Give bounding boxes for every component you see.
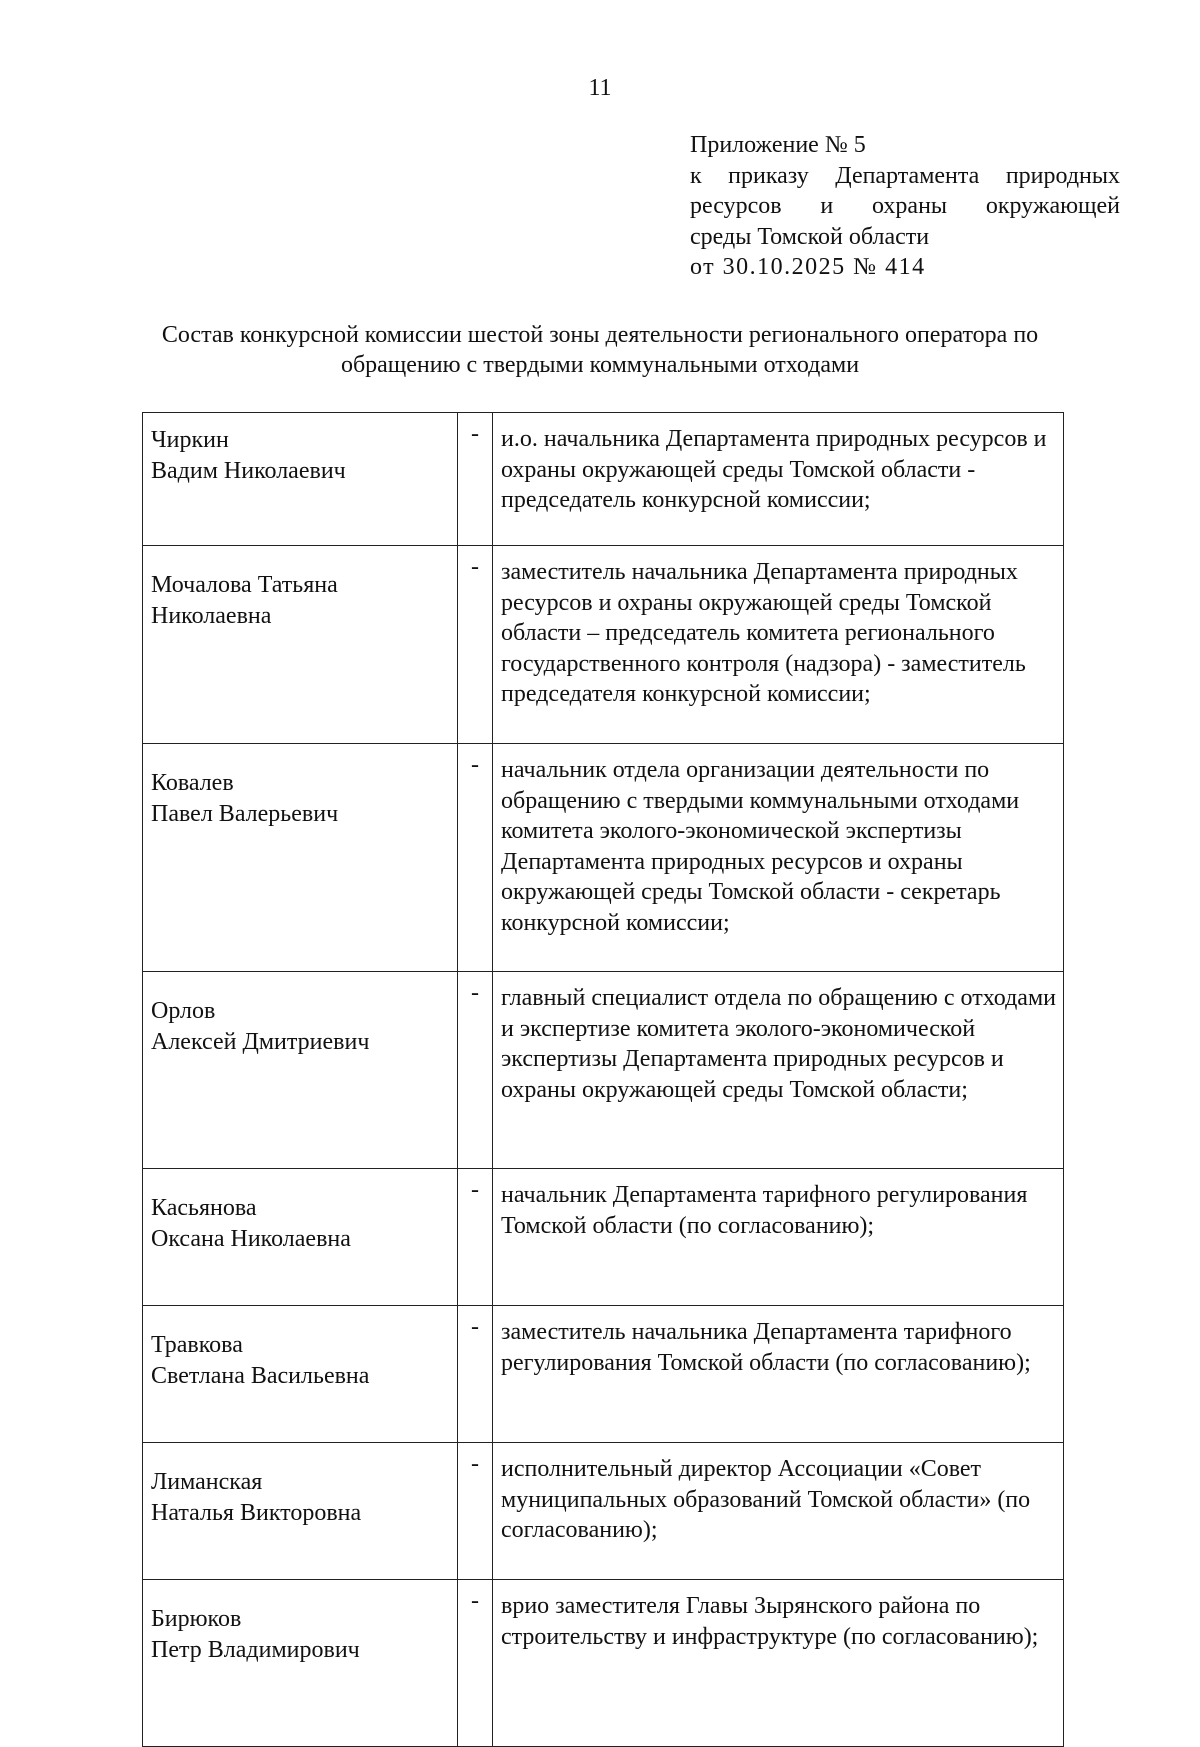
table-row	[143, 1443, 1064, 1580]
member-name-cell	[143, 546, 458, 744]
member-surname: Орлов	[151, 998, 216, 1024]
table-row	[143, 413, 1064, 546]
member-name-cell	[143, 1169, 458, 1306]
member-name-cell	[143, 744, 458, 972]
member-role: врио заместителя Главы Зырянского района по строительству и инфраструктуре (по согласованию);	[493, 1580, 1064, 1747]
document-title	[120, 320, 1080, 380]
appendix-region-line: среды Томской области	[690, 223, 930, 250]
member-name-cell	[143, 413, 458, 546]
member-role: заместитель начальника Департамента природных ресурсов и охраны окружающей среды Томской области – председатель комитета регионального государственного контроля (надзора) - заместитель председателя конкурсной комиссии;	[493, 546, 1064, 744]
document-title-line-2: обращению с твердыми коммунальными отходами	[340, 352, 860, 378]
member-given-names: Николаевна	[151, 602, 272, 629]
member-surname: Травкова	[151, 1332, 243, 1358]
member-name-cell	[143, 1580, 458, 1747]
member-dash: -	[458, 1580, 493, 1747]
member-role: начальник отдела организации деятельности по обращению с твердыми коммунальными отходами комитета эколого-экономической экспертизы Департамента природных ресурсов и охраны окружающей среды Томской области - секретарь конкурсной комиссии;	[493, 744, 1064, 972]
member-given-names: Алексей Дмитриевич	[151, 1028, 370, 1055]
commission-members-table	[142, 412, 1064, 1747]
member-given-names: Петр Владимирович	[151, 1636, 360, 1663]
appendix-header	[690, 130, 1120, 283]
member-role: главный специалист отдела по обращению с отходами и экспертизе комитета эколого-экономической экспертизы Департамента природных ресурсов и охраны окружающей среды Томской области;	[493, 972, 1064, 1169]
member-name-cell	[143, 1306, 458, 1443]
document-title-line-1: Состав конкурсной комиссии шестой зоны деятельности регионального оператора по	[161, 322, 1039, 348]
member-role: и.о. начальника Департамента природных ресурсов и охраны окружающей среды Томской области - председатель конкурсной комиссии;	[493, 413, 1064, 546]
page-number: 11	[588, 75, 612, 101]
member-dash: -	[458, 546, 493, 744]
member-dash: -	[458, 1169, 493, 1306]
member-surname: Ковалев	[151, 770, 234, 796]
member-name-cell	[143, 972, 458, 1169]
member-surname: Мочалова Татьяна	[151, 572, 338, 598]
member-dash: -	[458, 413, 493, 546]
member-given-names: Павел Валерьевич	[151, 800, 339, 827]
member-given-names: Оксана Николаевна	[151, 1225, 351, 1252]
member-role: исполнительный директор Ассоциации «Совет муниципальных образований Томской области» (по согласованию);	[493, 1443, 1064, 1580]
member-given-names: Светлана Васильевна	[151, 1362, 370, 1389]
member-surname: Лиманская	[151, 1469, 263, 1495]
member-role: заместитель начальника Департамента тарифного регулирования Томской области (по согласованию);	[493, 1306, 1064, 1443]
member-surname: Чиркин	[151, 427, 229, 453]
table-row	[143, 744, 1064, 972]
member-dash: -	[458, 1443, 493, 1580]
table-row	[143, 972, 1064, 1169]
table-row	[143, 546, 1064, 744]
member-role: начальник Департамента тарифного регулирования Томской области (по согласованию);	[493, 1169, 1064, 1306]
appendix-label: Приложение № 5	[690, 132, 866, 158]
table-row	[143, 1306, 1064, 1443]
table-row	[143, 1169, 1064, 1306]
member-dash: -	[458, 744, 493, 972]
member-surname: Бирюков	[151, 1606, 242, 1632]
member-name-cell	[143, 1443, 458, 1580]
table-row	[143, 1580, 1064, 1747]
member-given-names: Вадим Николаевич	[151, 457, 346, 484]
member-surname: Касьянова	[151, 1195, 257, 1221]
appendix-date-line: от 30.10.2025 № 414	[690, 254, 926, 280]
member-dash: -	[458, 1306, 493, 1443]
member-given-names: Наталья Викторовна	[151, 1499, 362, 1526]
appendix-department-line: ресурсов и охраны окружающей	[690, 193, 1120, 219]
member-dash: -	[458, 972, 493, 1169]
appendix-order-line: к приказу Департамента природных	[690, 162, 1120, 189]
